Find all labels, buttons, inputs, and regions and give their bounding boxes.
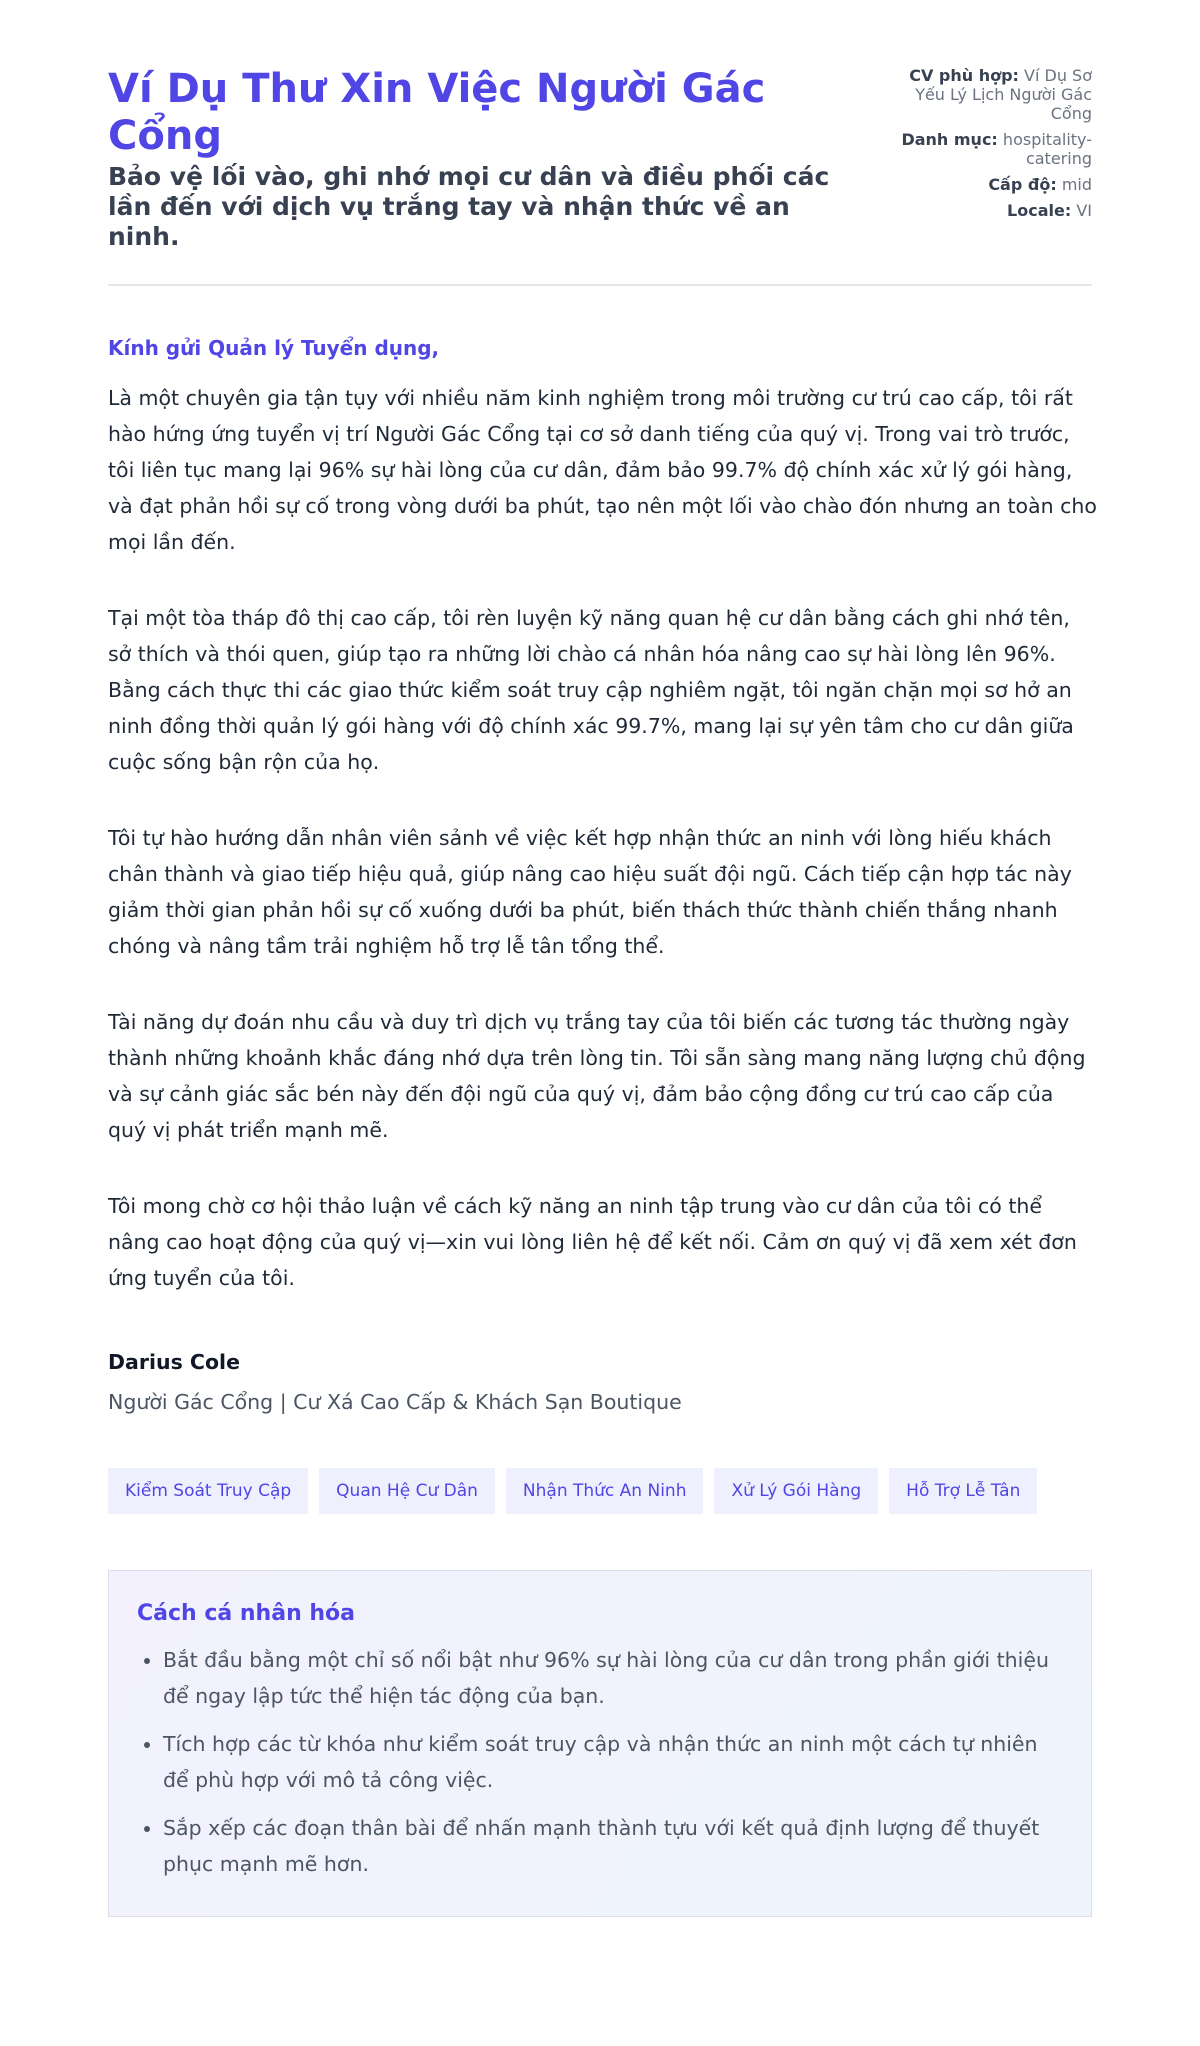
letter-body [108,380,1097,1296]
signature-role: Người Gác Cổng | Cư Xá Cao Cấp & Khách Sạn Boutique [108,1390,682,1414]
header-left [108,66,868,252]
letter-greeting: Kính gửi Quản lý Tuyển dụng, [108,336,440,360]
meta-category [877,130,1092,168]
tip-item: • Bắt đầu bằng một chỉ số nổi bật như 96% sự hài lòng của cư dân trong phần giới thiệu để ngay lập tức thể hiện tác động của bạn. [163,1642,1063,1714]
meta-cv [877,66,1092,123]
skill-tag[interactable]: Quan Hệ Cư Dân [319,1468,495,1514]
meta-category-value: hospitality-catering [1002,130,1092,168]
skill-tag[interactable]: Nhận Thức An Ninh [506,1468,704,1514]
meta-level-label: Cấp độ: [988,175,1057,194]
tips-list [137,1642,1063,1882]
meta-level [877,175,1092,194]
meta-panel [877,66,1092,227]
tips-title: Cách cá nhân hóa [137,1601,356,1626]
letter-paragraph: Tại một tòa tháp đô thị cao cấp, tôi rèn luyện kỹ năng quan hệ cư dân bằng cách ghi nhớ tên, sở thích và thói quen, giúp tạo ra những lời chào cá nhân hóa nâng cao sự hài lòng lên 96%. Bằng cách thực thi các giao thức kiểm soát truy cập nghiêm ngặt, tôi ngăn chặn mọi sơ hở an ninh đồng thời quản lý gói hàng với độ chính xác 99.7%, mang lại sự yên tâm cho cư dân giữa cuộc sống bận rộn của họ. [108,606,1074,774]
skill-tag[interactable]: Kiểm Soát Truy Cập [108,1468,308,1514]
signature-name: Darius Cole [108,1350,240,1374]
signature [108,1350,1092,1414]
tip-item: • Sắp xếp các đoạn thân bài để nhấn mạnh thành tựu với kết quả định lượng để thuyết phục mạnh mẽ hơn. [163,1810,1063,1882]
letter-paragraph: Tôi tự hào hướng dẫn nhân viên sảnh về việc kết hợp nhận thức an ninh với lòng hiếu khách chân thành và giao tiếp hiệu quả, giúp nâng cao hiệu suất đội ngũ. Cách tiếp cận hợp tác này giảm thời gian phản hồi sự cố xuống dưới ba phút, biến thách thức thành chiến thắng nhanh chóng và nâng tầm trải nghiệm hỗ trợ lễ tân tổng thể. [108,826,1072,958]
tip-item: • Tích hợp các từ khóa như kiểm soát truy cập và nhận thức an ninh một cách tự nhiên để phù hợp với mô tả công việc. [163,1726,1063,1798]
meta-level-value: mid [1061,175,1092,194]
letter-paragraph: Là một chuyên gia tận tụy với nhiều năm kinh nghiệm trong môi trường cư trú cao cấp, tôi rất hào hứng ứng tuyển vị trí Người Gác Cổng tại cơ sở danh tiếng của quý vị. Trong vai trò trước, tôi liên tục mang lại 96% sự hài lòng của cư dân, đảm bảo 99.7% độ chính xác xử lý gói hàng, và đạt phản hồi sự cố trong vòng dưới ba phút, tạo nên một lối vào chào đón nhưng an toàn cho mọi lần đến. [108,386,1097,554]
skill-tag[interactable]: Hỗ Trợ Lễ Tân [889,1468,1037,1514]
meta-locale [877,201,1092,220]
skill-tags [108,1468,1092,1514]
meta-cv-value[interactable]: Ví Dụ Sơ Yếu Lý Lịch Người Gác Cổng [915,66,1092,123]
header [108,66,1092,286]
meta-category-label: Danh mục: [901,130,998,149]
meta-locale-label: Locale: [1007,201,1072,220]
meta-cv-label: CV phù hợp: [909,66,1019,85]
personalization-tips [108,1570,1092,1917]
letter-paragraph: Tôi mong chờ cơ hội thảo luận về cách kỹ năng an ninh tập trung vào cư dân của tôi có thể nâng cao hoạt động của quý vị—xin vui lòng liên hệ để kết nối. Cảm ơn quý vị đã xem xét đơn ứng tuyển của tôi. [108,1194,1077,1290]
page-subtitle: Bảo vệ lối vào, ghi nhớ mọi cư dân và điều phối các lần đến với dịch vụ trắng tay và nhận thức về an ninh. [108,162,830,251]
page-title: Ví Dụ Thư Xin Việc Người Gác Cổng [108,66,766,159]
skill-tag[interactable]: Xử Lý Gói Hàng [714,1468,878,1514]
meta-locale-value: VI [1076,201,1092,220]
letter-paragraph: Tài năng dự đoán nhu cầu và duy trì dịch vụ trắng tay của tôi biến các tương tác thường ngày thành những khoảnh khắc đáng nhớ dựa trên lòng tin. Tôi sẵn sàng mang năng lượng chủ động và sự cảnh giác sắc bén này đến đội ngũ của quý vị, đảm bảo cộng đồng cư trú cao cấp của quý vị phát triển mạnh mẽ. [108,1010,1086,1142]
